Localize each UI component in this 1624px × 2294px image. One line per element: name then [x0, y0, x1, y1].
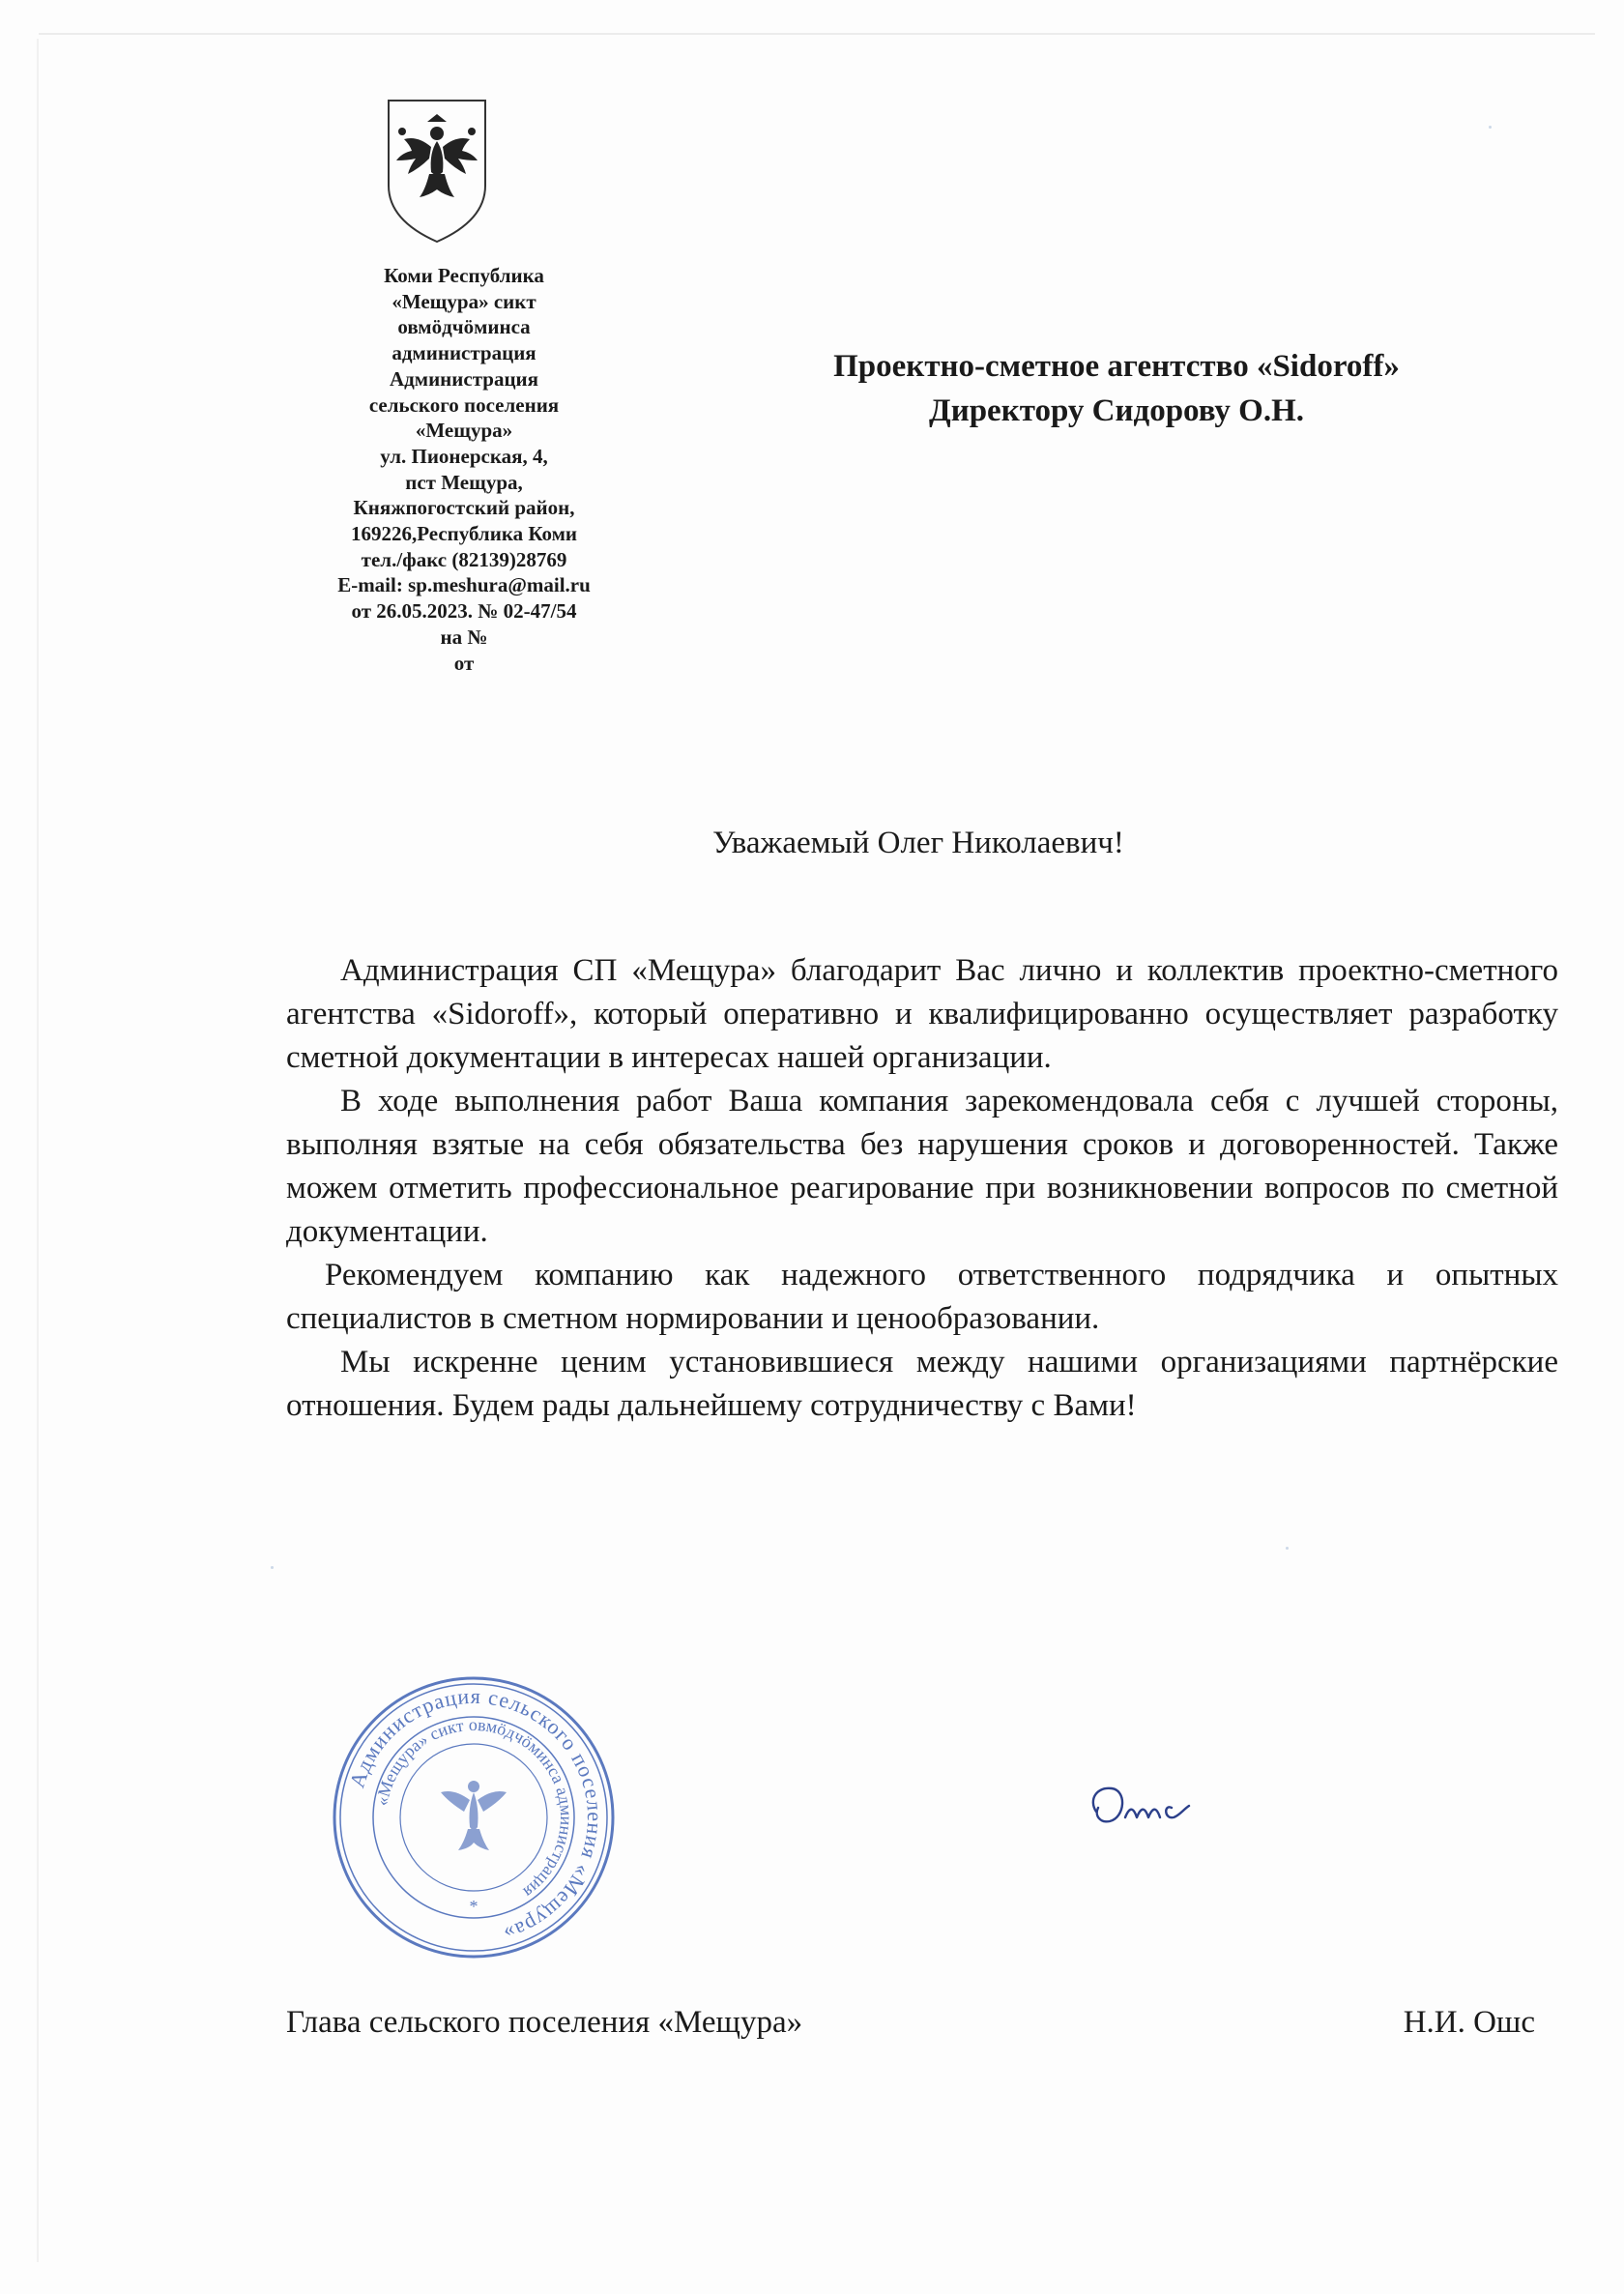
sender-email: E-mail: sp.meshura@mail.ru	[337, 573, 591, 597]
sender-line: администрация	[392, 341, 536, 365]
sender-line: пст Мещура,	[405, 470, 523, 494]
paragraph: В ходе выполнения работ Ваша компания зарекомендовала себя с лучшей стороны, выполняя взятые на себя обязательства без нарушения сроков и договоренностей. Также можем отметить профессиональное реагирование при возникновении вопросов по сметной документации.	[286, 1084, 1558, 1249]
scan-speck	[1489, 126, 1492, 129]
coat-of-arms-emblem	[383, 97, 491, 247]
signatory-name: Н.И. Ошс	[1403, 2005, 1535, 2040]
paragraph: Мы искренне ценим установившиеся между нашими организациями партнёрские отношения. Будем рады дальнейшему сотрудничеству с Вами!	[286, 1345, 1558, 1423]
sender-line: сельского поселения	[368, 392, 560, 417]
stamp-inner-text: «Мещура» сикт овмӧдчӧминса администрация	[371, 1714, 577, 1902]
paragraph: Администрация СП «Мещура» благодарит Вас лично и коллектив проектно-сметного агентства «Sidoroff», который оперативно и квалифицированно осуществляет разработку сметной документации в интересах нашей организации.	[286, 953, 1558, 1075]
sender-line: ул. Пионерская, 4,	[380, 444, 548, 468]
signature-line	[286, 2003, 1558, 2061]
page-edge	[39, 33, 1595, 35]
outgoing-number: от 26.05.2023. № 02-47/54	[351, 599, 577, 624]
sender-line: «Мещура»	[415, 419, 513, 443]
scan-speck	[1286, 1547, 1289, 1550]
reply-number: на №	[440, 624, 488, 649]
sender-line: тел./факс (82139)28769	[361, 547, 567, 571]
sender-line: «Мещура» сикт	[392, 289, 536, 313]
sender-line: Администрация	[389, 366, 539, 391]
handwritten-signature	[1083, 1779, 1257, 1837]
sender-line: Княжпогостский район,	[353, 496, 575, 520]
paragraph: Рекомендуем компанию как надежного ответственного подрядчика и опытных специалистов в сметном нормировании и ценообразовании.	[286, 1258, 1558, 1336]
recipient-organization: Проектно-сметное агентство «Sidoroff»	[833, 349, 1400, 384]
sender-line: 169226,Республика Коми	[350, 522, 578, 546]
recipient-block	[677, 344, 1556, 433]
greeting: Уважаемый Олег Николаевич!	[712, 826, 1124, 860]
scan-speck	[271, 1566, 274, 1569]
letter-body	[286, 949, 1558, 1428]
official-round-stamp	[329, 1672, 619, 1962]
sender-line: овмӧдчӧминса	[397, 315, 531, 339]
stamp-outer-text: Администрация сельского поселения «Мещура»	[344, 1683, 608, 1947]
signatory-role: Глава сельского поселения «Мещура»	[286, 2005, 803, 2040]
sender-block	[271, 263, 657, 676]
stamp-star: *	[469, 1897, 478, 1916]
sender-line: Коми Республика	[384, 264, 544, 287]
reply-date: от	[453, 651, 475, 675]
recipient-person: Директору Сидорову О.Н.	[928, 393, 1305, 428]
page-edge	[37, 39, 39, 2262]
